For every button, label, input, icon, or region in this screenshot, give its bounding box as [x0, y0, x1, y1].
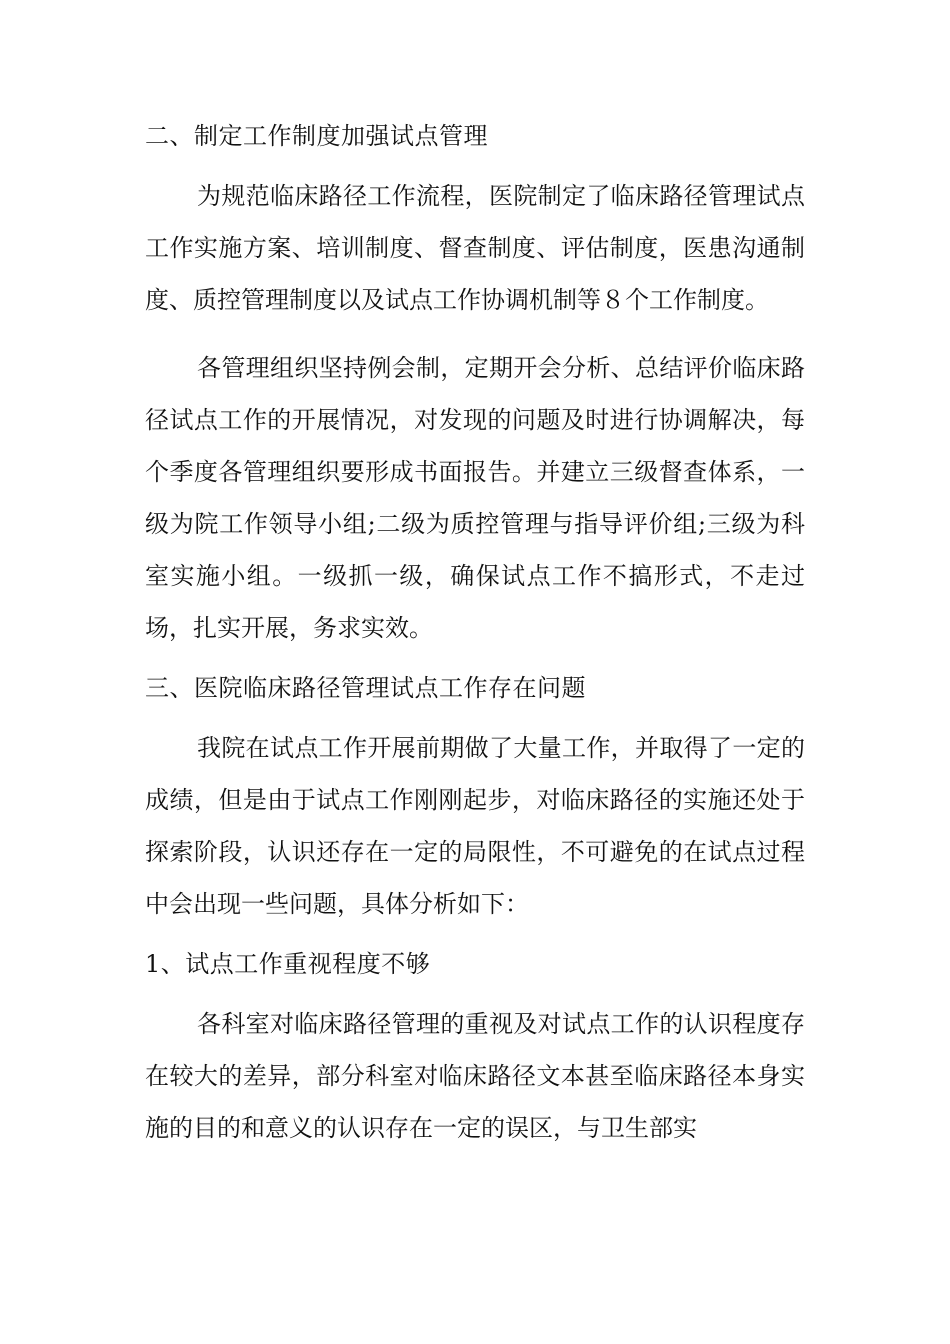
paragraph-problems-intro: 我院在试点工作开展前期做了大量工作，并取得了一定的成绩，但是由于试点工作刚刚起步，对临床路径的实施还处于探索阶段，认识还存在一定的局限性，不可避免的在试点过程中会出现一些问题，具体分析如下： — [145, 734, 805, 918]
section-heading-2: 二、制定工作制度加强试点管理 — [145, 122, 488, 150]
paragraph-supervision: 各管理组织坚持例会制，定期开会分析、总结评价临床路径试点工作的开展情况，对发现的问题及时进行协调解决，每个季度各管理组织要形成书面报告。并建立三级督查体系，一级为院工作领导小组;二级为质控管理与指导评价组;三级为科室实施小组。一级抓一级，确保试点工作不搞形式，不走过场，扎实开展，务求实效。 — [145, 354, 805, 642]
paragraph-work-rules: 为规范临床路径工作流程，医院制定了临床路径管理试点工作实施方案、培训制度、督查制度、评估制度，医患沟通制度、质控管理制度以及试点工作协调机制等８个工作制度。 — [145, 182, 805, 314]
subsection-heading-1: 1、试点工作重视程度不够 — [145, 950, 431, 978]
section-heading-3: 三、医院临床路径管理试点工作存在问题 — [145, 674, 586, 702]
paragraph-attention: 各科室对临床路径管理的重视及对试点工作的认识程度存在较大的差异，部分科室对临床路径文本甚至临床路径本身实施的目的和意义的认识存在一定的误区，与卫生部实 — [145, 1010, 805, 1142]
document-page — [145, 110, 805, 1162]
